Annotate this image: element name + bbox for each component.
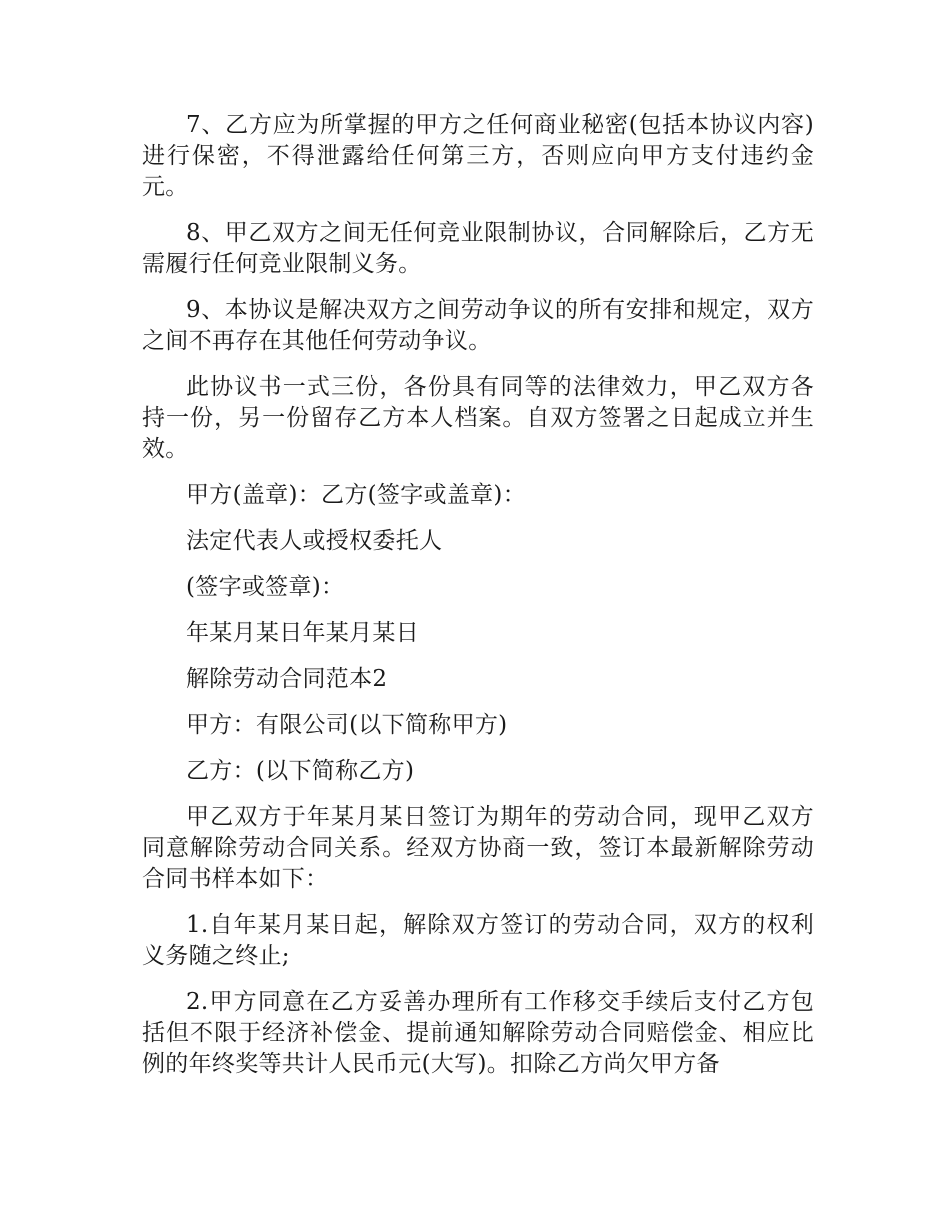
- signature-date-line: 年某月某日年某月某日: [186, 620, 419, 646]
- party-a-line: 甲方：有限公司(以下简称甲方): [186, 712, 508, 738]
- paragraph-clause-9: 9、本协议是解决双方之间劳动争议的所有安排和规定，双方之间不再存在其他任何劳动争议。: [142, 297, 814, 354]
- party-b-line: 乙方：(以下简称乙方): [186, 758, 415, 784]
- paragraph-clause-7: 7、乙方应为所掌握的甲方之任何商业秘密(包括本协议内容)进行保密，不得泄露给任何第三方，否则应向甲方支付违约金元。: [142, 112, 814, 200]
- signature-representative-line: 法定代表人或授权委托人: [186, 528, 443, 554]
- paragraph-copies-validity: 此协议书一式三份，各份具有同等的法律效力，甲乙双方各持一份，另一份留存乙方本人档案。自双方签署之日起成立并生效。: [142, 374, 814, 462]
- section-title: 解除劳动合同范本2: [186, 666, 388, 692]
- document-body: [142, 110, 814, 1095]
- paragraph-intro: 甲乙双方于年某月某日签订为期年的劳动合同，现甲乙双方同意解除劳动合同关系。经双方协商一致，签订本最新解除劳动合同书样本如下：: [142, 804, 814, 892]
- signature-sign-line: (签字或签章)：: [186, 574, 345, 600]
- paragraph-item-1: 1.自年某月某日起，解除双方签订的劳动合同，双方的权利义务随之终止;: [142, 912, 814, 969]
- paragraph-clause-8: 8、甲乙双方之间无任何竞业限制协议，合同解除后，乙方无需履行任何竞业限制义务。: [142, 220, 814, 277]
- signature-party-line: 甲方(盖章)：乙方(签字或盖章)：: [186, 482, 526, 508]
- paragraph-item-2: 2.甲方同意在乙方妥善办理所有工作移交手续后支付乙方包括但不限于经济补偿金、提前通知解除劳动合同赔偿金、相应比例的年终奖等共计人民币元(大写)。扣除乙方尚欠甲方备: [142, 989, 814, 1077]
